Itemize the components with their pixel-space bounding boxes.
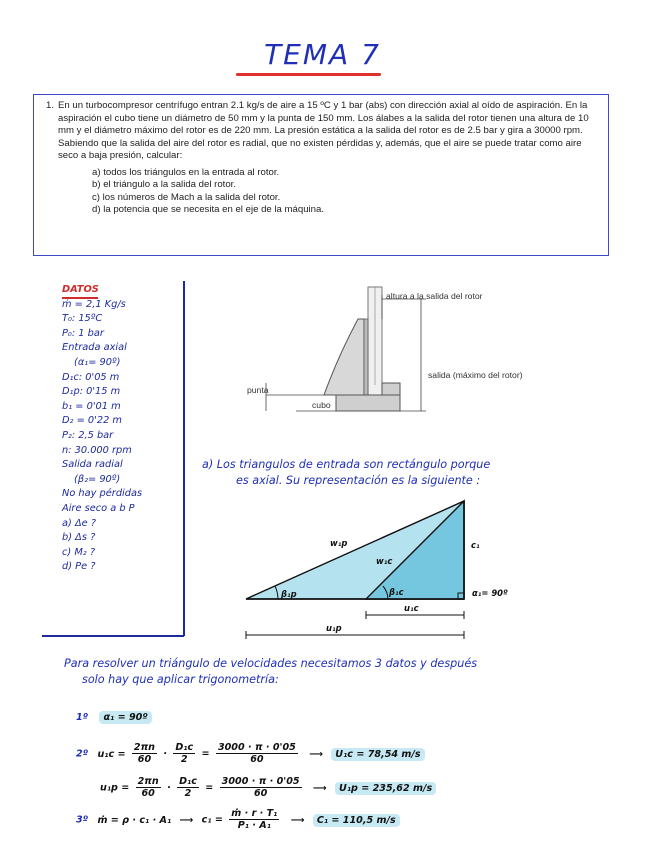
arrow-icon: ⟶ [290, 814, 305, 826]
title-underline [236, 73, 381, 76]
label-u1c: u₁c [404, 603, 419, 613]
datos-border-bottom [42, 635, 184, 637]
answer-a-line2: es axial. Su representación es la siguiente : [236, 474, 481, 487]
frac-bottom: 2 [180, 754, 188, 765]
step-2b-dot: · [167, 782, 171, 794]
step-2-result: U₁c = 78,54 m/s [331, 748, 424, 761]
step-2 [76, 742, 425, 765]
frac-top: 3000 · π · 0'05 [221, 776, 300, 787]
label-beta1c: β₁c [389, 587, 404, 597]
step-2-dot: · [163, 748, 167, 760]
rotor-base [336, 395, 400, 411]
step-2-equals: = [201, 748, 210, 760]
step-2b-result: U₁p = 235,62 m/s [335, 782, 436, 795]
datos-line: (β₂= 90º) [74, 473, 121, 485]
step-3-lhs: ṁ = ρ · c₁ · A₁ [97, 814, 172, 826]
step-3-frac [229, 808, 279, 831]
datos-line: a) Δe ? [62, 517, 96, 529]
datos-line: D₁p: 0'15 m [62, 386, 121, 398]
datos-line: b₁ = 0'01 m [62, 400, 121, 412]
answer-a-line1: a) Los triangulos de entrada son rectángulo porque [202, 458, 491, 471]
datos-heading: DATOS [62, 284, 99, 295]
datos-line: Aire seco a b P [62, 502, 135, 514]
frac-top: D₁c [179, 776, 197, 787]
frac-bottom: 2 [184, 788, 192, 799]
step-2-number: 2º [76, 748, 89, 760]
impeller-hub [364, 319, 368, 395]
frac-top: 3000 · π · 0'05 [217, 742, 296, 753]
step-2b-equals: = [205, 782, 214, 794]
datos-line: c) M₂ ? [62, 546, 96, 558]
impeller-blade [324, 319, 364, 395]
label-u1p: u₁p [326, 623, 342, 633]
problem-items [92, 167, 600, 216]
datos-line: P₂: 2,5 bar [62, 429, 114, 441]
method-line1: Para resolver un triángulo de velocidades necesitamos 3 datos y después [64, 657, 478, 670]
step-3-result: C₁ = 110,5 m/s [313, 814, 400, 827]
rotor-base-flange [382, 383, 400, 395]
datos-line: (α₁= 90º) [74, 356, 121, 368]
datos-line: D₁c: 0'05 m [62, 371, 120, 383]
label-height: altura a la salida del rotor [386, 291, 483, 301]
datos-line: ṁ = 2,1 Kg/s [62, 298, 126, 310]
step-1-result: α₁ = 90º [99, 711, 151, 724]
datos-line: d) Pe ? [62, 561, 96, 573]
arrow-icon: ⟶ [312, 782, 327, 794]
label-alpha1: α₁= 90º [472, 588, 508, 598]
step-2b-frac1 [136, 776, 161, 799]
method-line2: solo hay que aplicar trigonometría: [82, 673, 279, 686]
frac-bottom: 60 [253, 788, 268, 799]
label-w1c: w₁c [376, 556, 393, 566]
datos-border-right [183, 281, 185, 636]
frac-bottom: 60 [141, 788, 155, 799]
step-3 [76, 808, 400, 831]
datos-line: D₂ = 0'22 m [62, 415, 122, 427]
step-2-frac1 [132, 742, 157, 765]
datos-line: n: 30.000 rpm [62, 444, 132, 456]
datos-line: Salida radial [62, 459, 123, 471]
datos-heading-underline [62, 297, 98, 299]
problem-number: 1. [46, 100, 55, 111]
frac-top: ṁ · r · T₁ [231, 808, 278, 819]
step-1 [76, 712, 152, 723]
step-2-frac3 [216, 742, 298, 765]
arrow-icon: ⟶ [309, 748, 323, 760]
datos-line: T₀: 15ºC [62, 313, 103, 325]
step-3-number: 3º [76, 814, 89, 826]
step-1-number: 1º [76, 712, 89, 723]
label-outlet: salida (máximo del rotor) [428, 370, 523, 380]
label-c1: c₁ [471, 540, 480, 550]
page-title: TEMA 7 [264, 38, 381, 71]
step-2b-frac2 [177, 776, 199, 799]
problem-statement: En un turbocompresor centrífugo entran 2.1 kg/s de aire a 15 ºC y 1 bar (abs) con dirección axial al oído de aspiración. En la aspiración el cubo tiene un diámetro de 50 mm y la punta de 150 mm. Los álabes a la salida del rotor tienen una altura de 10 mm y el diámetro máximo del rotor es de 220 mm. La presión estática a la salida del rotor es de 2.5 bar y gira a 30000 rpm. Sabiendo que la salida del aire del rotor es radial, que no existen pérdidas y, además, que el aire se puede tratar como aire seco a baja presión, calcular: [58, 100, 589, 162]
frac-top: 2πn [137, 776, 159, 787]
step-2-frac2 [173, 742, 195, 765]
datos-line: P₀: 1 bar [62, 327, 104, 339]
step-2-lhs: u₁c = [97, 748, 126, 760]
method-paragraph [64, 656, 624, 688]
velocity-triangle-diagram [236, 495, 476, 645]
step-2b [100, 776, 436, 799]
frac-top: D₁c [175, 742, 194, 753]
problem-item-a: a) todos los triángulos en la entrada al rotor. [92, 166, 280, 178]
label-hub: cubo [312, 400, 331, 410]
problem-box [33, 94, 609, 256]
frac-top: 2πn [133, 742, 155, 753]
datos-line: b) Δs ? [62, 532, 96, 544]
datos-line: No hay pérdidas [62, 488, 143, 500]
step-2b-frac3 [220, 776, 302, 799]
datos-list [62, 283, 187, 575]
arrow-icon: ⟶ [179, 814, 194, 826]
datos-line: Entrada axial [62, 342, 127, 354]
answer-a-text [202, 457, 622, 489]
frac-bottom: 60 [137, 754, 152, 765]
frac-bottom: P₁ · A₁ [237, 820, 271, 831]
problem-item-c: c) los números de Mach a la salida del rotor. [92, 191, 281, 203]
rotor-section-diagram [236, 285, 436, 425]
label-w1p: w₁p [330, 538, 348, 548]
label-beta1p: β₁p [281, 589, 297, 599]
step-3-c: c₁ = [201, 814, 223, 826]
problem-item-b: b) el triángulo a la salida del rotor. [92, 179, 236, 191]
frac-bottom: 60 [250, 754, 264, 765]
label-tip: punta [247, 385, 269, 395]
problem-item-d: d) la potencia que se necesita en el eje de la máquina. [92, 203, 325, 215]
step-2b-lhs: u₁p = [100, 782, 130, 794]
